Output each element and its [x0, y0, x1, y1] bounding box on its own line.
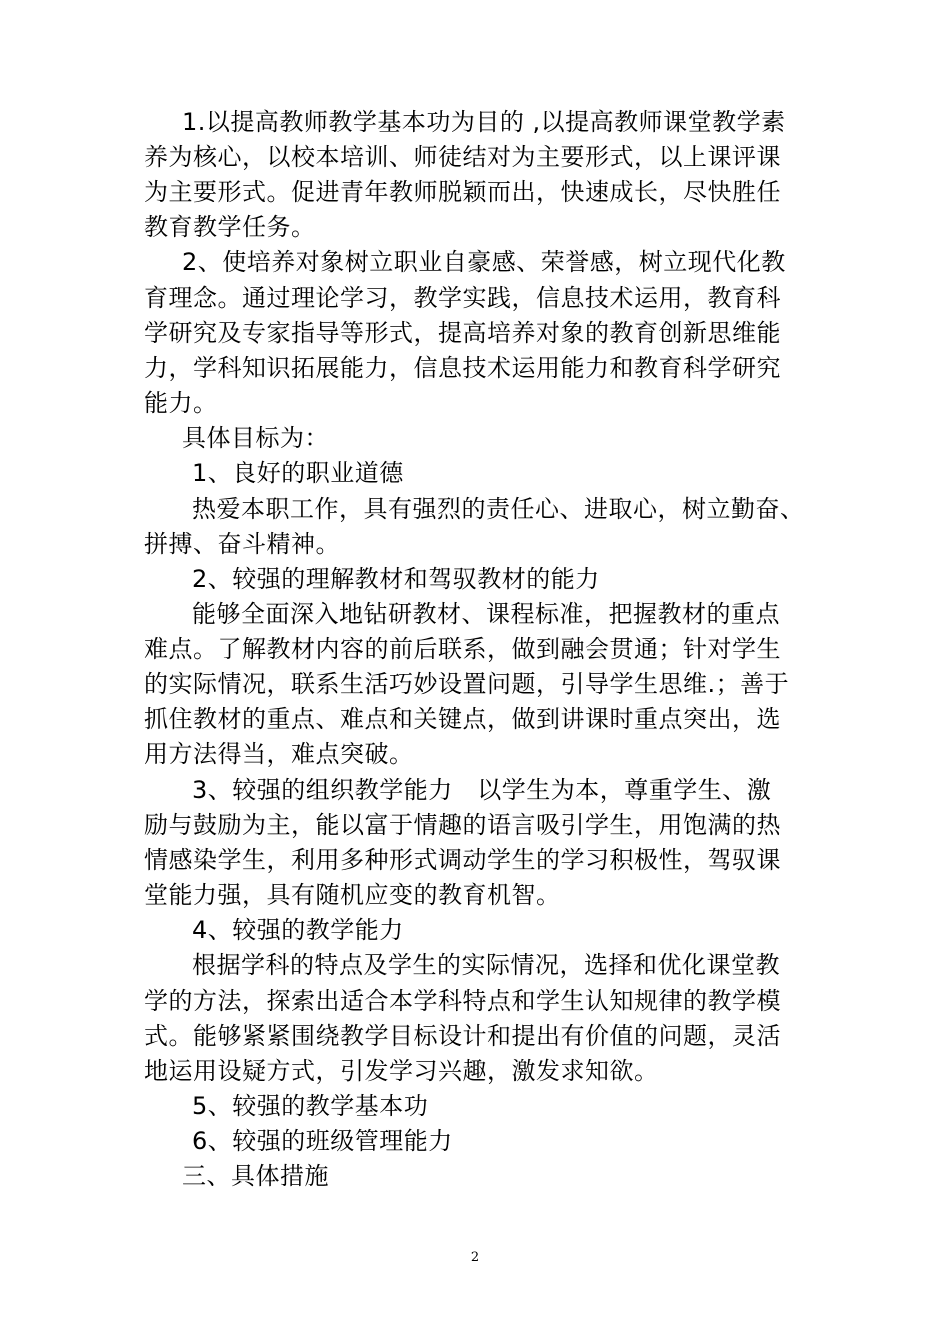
- text-line: 难点。了解教材内容的前后联系，做到融会贯通；针对学生: [144, 635, 781, 663]
- text-line: 教育教学任务。: [144, 213, 316, 241]
- section-heading: 三、具体措施: [182, 1162, 329, 1190]
- text-line: 学的方法，探索出适合本学科特点和学生认知规律的教学模: [144, 987, 781, 1015]
- section-heading: 1、良好的职业道德: [192, 459, 404, 487]
- section-heading: 4、较强的教学能力: [192, 916, 404, 944]
- text-line: 地运用设疑方式，引发学习兴趣，激发求知欲。: [144, 1057, 659, 1085]
- text-line: 堂能力强，具有随机应变的教育机智。: [144, 881, 561, 909]
- text-line: 为主要形式。促进青年教师脱颖而出，快速成长，尽快胜任: [144, 178, 781, 206]
- text-line: 学研究及专家指导等形式，提高培养对象的教育创新思维能: [144, 319, 781, 347]
- section-heading: 5、较强的教学基本功: [192, 1092, 429, 1120]
- text-line: 根据学科的特点及学生的实际情况，选择和优化课堂教: [192, 951, 780, 979]
- text-line: 2、使培养对象树立职业自豪感、荣誉感，树立现代化教: [182, 248, 786, 276]
- text-line: 式。能够紧紧围绕教学目标设计和提出有价值的问题，灵活: [144, 1022, 781, 1050]
- text-line: 热爱本职工作，具有强烈的责任心、进取心，树立勤奋、: [192, 495, 805, 523]
- text-line: 抓住教材的重点、难点和关键点，做到讲课时重点突出，选: [144, 705, 781, 733]
- page-number: 2: [470, 1250, 480, 1265]
- section-heading: 2、较强的理解教材和驾驭教材的能力: [192, 565, 600, 593]
- text-line: 情感染学生，利用多种形式调动学生的学习积极性，驾驭课: [144, 846, 781, 874]
- text-line: 的实际情况，联系生活巧妙设置问题，引导学生思维.；善于: [144, 670, 790, 698]
- text-line: 励与鼓励为主，能以富于情趣的语言吸引学生，用饱满的热: [144, 811, 781, 839]
- section-heading: 6、较强的班级管理能力: [192, 1127, 453, 1155]
- text-line: 用方法得当，难点突破。: [144, 740, 414, 768]
- text-line: 能够全面深入地钻研教材、课程标准，把握教材的重点: [192, 600, 780, 628]
- section-heading: 3、较强的组织教学能力 以学生为本，尊重学生、激: [192, 776, 772, 804]
- text-line: 拼搏、奋斗精神。: [144, 530, 340, 558]
- text-line: 能力。: [144, 389, 218, 417]
- text-line: 力，学科知识拓展能力，信息技术运用能力和教育科学研究: [144, 354, 781, 382]
- text-line: 养为核心，以校本培训、师徒结对为主要形式，以上课评课: [144, 143, 781, 171]
- section-heading: 具体目标为：: [182, 424, 329, 452]
- text-line: 1.以提高教师教学基本功为目的 ,以提高教师课堂教学素: [182, 108, 786, 136]
- text-line: 育理念。通过理论学习，教学实践，信息技术运用，教育科: [144, 284, 781, 312]
